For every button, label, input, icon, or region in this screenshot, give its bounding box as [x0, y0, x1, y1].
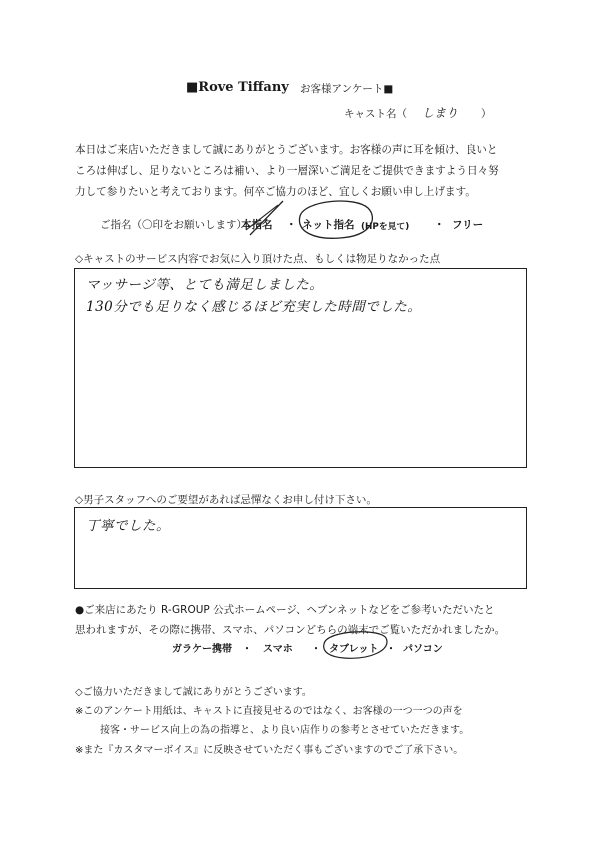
cast-name-label: [344, 106, 492, 121]
footer-note: ※このアンケート用紙は、キャストに直接見せるのではなく、お客様の一つ一つの声を: [75, 706, 463, 717]
survey-subtitle: お客様アンケート■: [300, 83, 394, 95]
intro-line: ころは伸ばし、足りないところは補い、より一層深いご満足をご提供できますよう日々努: [75, 165, 499, 177]
device-option-pc[interactable]: パソコン: [403, 644, 443, 655]
cast-label: キャスト名（: [344, 108, 407, 120]
q1-answer-line: 130分でも足りなく感じるほど充実した時間でした。: [86, 299, 422, 315]
footer-note: ※また『カスタマーボイス』に反映させていただく事もございますのでご了承下さい。: [75, 745, 464, 756]
intro-line: 本日はご来店いただきまして誠にありがとうございます。お客様の声に耳を傾け、良いと: [75, 144, 498, 156]
q1-question: ◇キャストのサービス内容でお気に入り頂けた点、もしくは物足りなかった点: [75, 253, 441, 265]
footer-note: 接客・サービス向上の為の指導と、より良い店作りの参考とさせていただきます。: [100, 725, 470, 736]
survey-title: ■Rove Tiffany: [186, 80, 289, 95]
nomination-option-net[interactable]: ネット指名: [302, 219, 355, 231]
cast-close: ）: [481, 108, 492, 120]
intro-paragraph: [75, 140, 555, 203]
q1-answer-line: マッサージ等、とても満足しました。: [86, 277, 324, 293]
intro-line: 力して参りたいと考えております。何卒ご協力のほど、宜しくお願い申し上げます。: [75, 186, 476, 198]
cast-name-handwritten: しまり: [422, 106, 459, 120]
nomination-option-free[interactable]: フリー: [452, 219, 484, 231]
q2-answer-line: 丁寧でした。: [86, 518, 170, 534]
device-separator: ・: [242, 644, 252, 655]
footer-thanks: ◇ご協力いただきまして誠にありがとうございます。: [75, 687, 312, 698]
nomination-label: ご指名（〇印をお願いします）: [100, 219, 247, 231]
device-separator: ・: [386, 644, 396, 655]
q2-question: ◇男子スタッフへのご要望があれば忌憚なくお申し付け下さい。: [75, 494, 377, 506]
q3-question-line: ●ご来店にあたり R-GROUP 公式ホームページ、ヘブンネットなどをご参考いただいたと: [75, 604, 495, 616]
device-option-smartphone[interactable]: スマホ: [263, 644, 293, 655]
nomination-option-net-note: (HPを見て): [361, 222, 410, 232]
nomination-separator: ・: [434, 219, 445, 231]
device-option-tablet[interactable]: タブレット: [329, 644, 379, 655]
device-option-feature-phone[interactable]: ガラケー携帯: [172, 644, 232, 655]
nomination-separator: ・: [286, 219, 297, 231]
nomination-option-regular[interactable]: 本指名: [241, 219, 273, 231]
q3-question-line: 思われますが、その際に携帯、スマホ、パソコンどちらの端末でご覧いただかれましたか。: [75, 624, 506, 636]
device-separator: ・: [311, 644, 321, 655]
